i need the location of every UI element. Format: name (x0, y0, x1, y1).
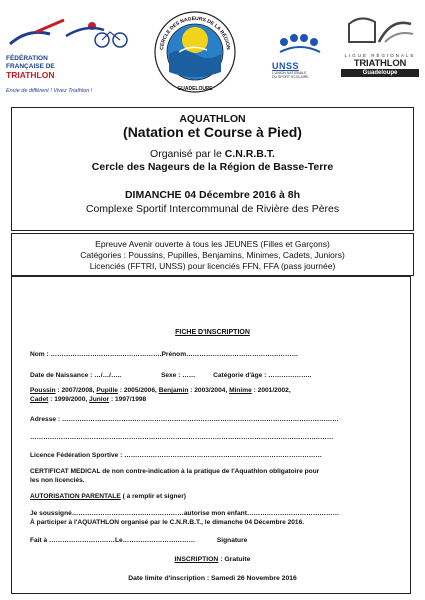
cat-benjamin: Benjamin (158, 387, 189, 394)
cat-pupille-years: : 2005/2006, (117, 387, 159, 394)
cat-cadet: Cadet (30, 396, 49, 403)
adresse-row[interactable] (30, 416, 339, 423)
categories-line: Catégories : Poussins, Pupilles, Benjamins, Minimes, Cadets, Juniors) (80, 250, 345, 260)
cat-years-line2 (30, 396, 146, 403)
ligue-line1: LIGUE RÉGIONALE (344, 53, 416, 58)
fftri-slogan: Envie de différent ! Vivez Triathlon ! (6, 88, 93, 94)
ligue-logo (341, 14, 419, 77)
svg-text:GUADELOUPE: GUADELOUPE (177, 86, 213, 92)
organiser-line (0, 148, 425, 160)
unss-logo (272, 28, 328, 79)
autorisation-label: AUTORISATION PARENTALE (30, 493, 121, 500)
soussigne-line[interactable]: Je soussigné……………………………………………autorise mon enfant…………………………………… (30, 510, 340, 517)
event-subtitle: (Natation et Course à Pied) (123, 124, 302, 140)
triathlete-icon (6, 18, 131, 50)
inscription-row (0, 556, 425, 563)
sexe-field[interactable]: …… (182, 372, 196, 379)
participer-line: À participer à l'AQUATHLON organisé par le C.N.R.B.T., le dimanche 04 Décembre 2016. (30, 519, 305, 526)
adresse-label: Adresse : (30, 416, 62, 423)
unss-sub2: DU SPORT SCOLAIRE (272, 75, 309, 79)
organiser-prefix: Organisé par le (150, 148, 225, 160)
unss-icon (272, 28, 328, 56)
club-name: Cercle des Nageurs de la Région de Basse-Terre (91, 161, 334, 173)
unss-name: UNSS (272, 61, 300, 71)
deadline: Date limite d'inscription : Samedi 26 Novembre 2016 (128, 575, 297, 582)
ligue-line2: TRIATHLON (353, 58, 407, 69)
cat-cadet-years: : 1999/2000, (48, 396, 90, 403)
cat-benjamin-years: : 2003/2004, (188, 387, 230, 394)
cnrbt-seal-icon (153, 10, 237, 94)
cat-minime: Minime (229, 387, 252, 394)
fftri-logo (6, 18, 131, 94)
cat-age-label: Catégorie d'âge : (213, 372, 269, 379)
cat-years-line1 (30, 387, 291, 394)
form-title: FICHE D'INSCRIPTION (175, 329, 250, 336)
inscription-label: INSCRIPTION (174, 556, 219, 563)
licence-label: Licence Fédération Sportive : (30, 452, 125, 459)
epreuve-line: Epreuve Avenir ouverte à tous les JEUNES (Filles et Garçons) (95, 239, 330, 249)
adresse-row-2[interactable]: ………………………………………………………………………………………………………………………… (30, 434, 334, 441)
fftri-line1: FÉDÉRATION (6, 55, 48, 62)
ligue-line3: Guadeloupe (341, 69, 419, 77)
cat-poussin: Poussin (30, 387, 56, 394)
birth-row (30, 372, 311, 379)
autorisation-note: ( à remplir et signer) (120, 493, 186, 500)
nom-label: Nom : (30, 351, 51, 358)
sexe-label: Sexe : (160, 372, 183, 379)
licence-row[interactable] (30, 452, 322, 459)
licence-field[interactable]: ……………………………………………………………………………… (124, 452, 322, 459)
fftri-line2: FRANÇAISE DE (6, 62, 55, 70)
nom-row[interactable] (30, 351, 298, 358)
cat-age-field[interactable]: ……………….. (268, 372, 312, 379)
cat-minime-years: : 2001/2002, (251, 387, 291, 394)
organiser-acronym: C.N.R.B.T. (224, 148, 275, 160)
cnrbt-logo (153, 10, 237, 94)
svg-text:CERCLE DES NAGEURS DE LA RÉGIO: CERCLE DES NAGEURS DE LA RÉGION (159, 15, 231, 51)
fftri-line3: TRIATHLON (6, 70, 55, 80)
inscription-value: : Gratuite (218, 556, 251, 563)
cat-pupille: Pupille (96, 387, 118, 394)
event-date: DIMANCHE 04 Décembre 2016 à 8h (124, 189, 301, 201)
unss-sub1: L'UNION NATIONALE (272, 71, 307, 75)
event-venue: Complexe Sportif Intercommunal de Rivière des Pères (85, 203, 340, 215)
adresse-field[interactable]: ……………………………………………………………………………………………………………… (61, 416, 339, 423)
prenom-label: Prénom (161, 351, 187, 358)
autorisation-row (30, 493, 186, 500)
cat-junior-years: : 1997/1998 (109, 396, 147, 403)
signature-label: Signature (216, 537, 248, 544)
nom-field[interactable]: …………………………..………………. (50, 351, 162, 358)
ligue-emblem-icon (341, 14, 419, 46)
fait-field[interactable]: Fait à …………………………Le…………………………… (30, 537, 196, 544)
event-name: AQUATHLON (179, 113, 246, 125)
cat-junior: Junior (89, 396, 110, 403)
fait-row[interactable] (30, 537, 247, 544)
cat-poussin-years: : 2007/2008, (55, 387, 97, 394)
naissance-label: Date de Naissance : (30, 372, 95, 379)
naissance-field[interactable]: …/…/….. (94, 372, 122, 379)
certificat-line2: les non licenciés. (30, 477, 85, 484)
prenom-field[interactable]: …………………………………………… (186, 351, 299, 358)
licences-line: Licenciés (FFTRI, UNSS) pour licenciés FFN, FFA (pass journée) (89, 261, 336, 271)
certificat-line1: CERTIFICAT MEDICAL de non contre-indication à la pratique de l'Aquathlon obligatoire pour (30, 468, 320, 475)
logo-bar (0, 0, 425, 110)
